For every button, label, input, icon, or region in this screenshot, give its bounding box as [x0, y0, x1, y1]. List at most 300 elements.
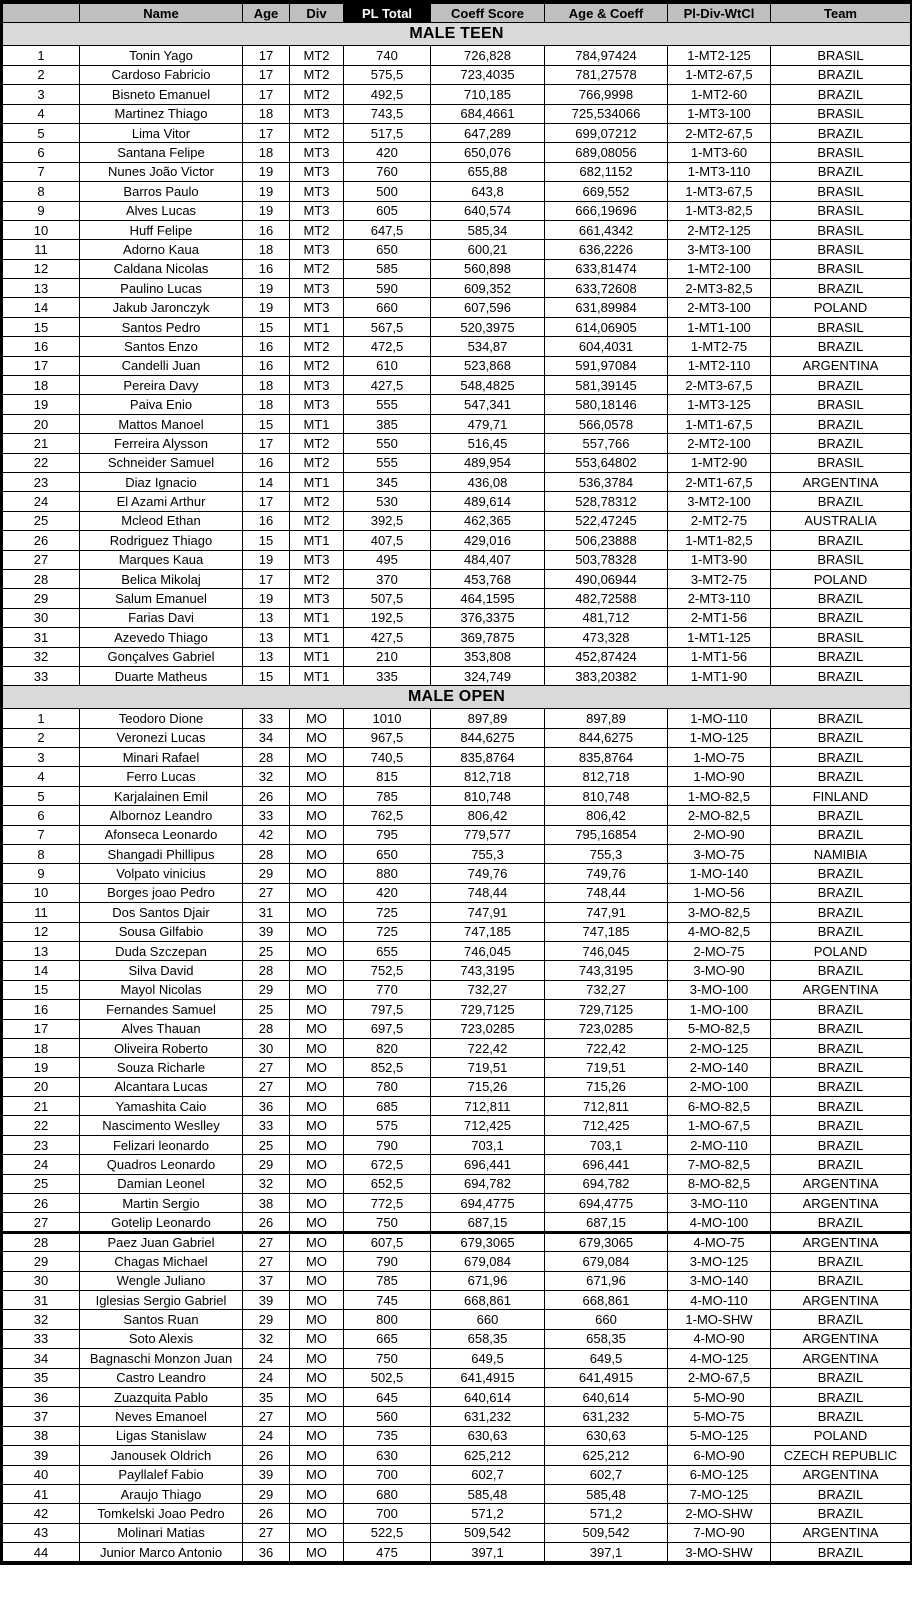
cell-pl-div-wtcl: 7-MO-82,5 [668, 1155, 771, 1174]
table-row[interactable] [3, 65, 911, 84]
cell-coeff-score: 324,749 [431, 666, 545, 685]
column-header-pl-total[interactable]: PL Total [344, 4, 431, 23]
cell-age: 17 [243, 492, 290, 511]
column-header-name[interactable]: Name [80, 4, 243, 23]
cell-age: 17 [243, 569, 290, 588]
cell-rank: 17 [3, 1019, 80, 1038]
cell-team: BRAZIL [771, 1484, 911, 1503]
cell-div: MO [290, 1368, 344, 1387]
cell-age-and-coeff: 581,39145 [545, 376, 668, 395]
cell-coeff-score: 779,577 [431, 825, 545, 844]
cell-pl-div-wtcl: 1-MT2-67,5 [668, 65, 771, 84]
cell-age: 16 [243, 453, 290, 472]
cell-team: BRAZIL [771, 123, 911, 142]
cell-rank: 12 [3, 259, 80, 278]
table-row[interactable] [3, 1000, 911, 1019]
cell-rank: 29 [3, 589, 80, 608]
table-row[interactable] [3, 550, 911, 569]
cell-pl-total: 750 [344, 1213, 431, 1232]
cell-pl-div-wtcl: 1-MT1-56 [668, 647, 771, 666]
cell-pl-total: 700 [344, 1465, 431, 1484]
table-row[interactable] [3, 1543, 911, 1562]
cell-pl-total: 740,5 [344, 748, 431, 767]
table-row[interactable] [3, 1291, 911, 1310]
table-row[interactable] [3, 511, 911, 530]
cell-name: Bagnaschi Monzon Juan [80, 1349, 243, 1368]
cell-name: Iglesias Sergio Gabriel [80, 1291, 243, 1310]
column-header-coeff-score[interactable]: Coeff Score [431, 4, 545, 23]
cell-div: MT3 [290, 550, 344, 569]
cell-team: BRASIL [771, 259, 911, 278]
cell-div: MT2 [290, 85, 344, 104]
cell-age: 27 [243, 1252, 290, 1271]
cell-name: Tonin Yago [80, 46, 243, 65]
cell-rank: 11 [3, 240, 80, 259]
cell-age: 25 [243, 941, 290, 960]
cell-team: BRAZIL [771, 162, 911, 181]
cell-pl-div-wtcl: 1-MT2-90 [668, 453, 771, 472]
cell-pl-div-wtcl: 4-MO-125 [668, 1349, 771, 1368]
cell-div: MO [290, 1174, 344, 1193]
table-row[interactable] [3, 259, 911, 278]
cell-name: Teodoro Dione [80, 709, 243, 728]
cell-div: MT1 [290, 628, 344, 647]
table-row[interactable] [3, 709, 911, 728]
column-header-age[interactable]: Age [243, 4, 290, 23]
cell-div: MT1 [290, 472, 344, 491]
cell-pl-total: 555 [344, 395, 431, 414]
table-row[interactable] [3, 123, 911, 142]
cell-age-and-coeff: 452,87424 [545, 647, 668, 666]
cell-pl-div-wtcl: 3-MT2-100 [668, 492, 771, 511]
cell-pl-div-wtcl: 6-MO-82,5 [668, 1097, 771, 1116]
cell-coeff-score: 397,1 [431, 1543, 545, 1562]
table-row[interactable] [3, 414, 911, 433]
cell-age: 15 [243, 414, 290, 433]
cell-name: Salum Emanuel [80, 589, 243, 608]
cell-age-and-coeff: 509,542 [545, 1523, 668, 1542]
table-row[interactable] [3, 1523, 911, 1542]
table-row[interactable] [3, 279, 911, 298]
cell-team: BRAZIL [771, 85, 911, 104]
cell-age: 31 [243, 903, 290, 922]
cell-age: 24 [243, 1426, 290, 1445]
cell-age-and-coeff: 591,97084 [545, 356, 668, 375]
table-header [3, 4, 911, 23]
table-row[interactable] [3, 1329, 911, 1348]
cell-div: MT3 [290, 143, 344, 162]
table-row[interactable] [3, 85, 911, 104]
cell-team: BRASIL [771, 46, 911, 65]
cell-div: MT2 [290, 356, 344, 375]
cell-pl-div-wtcl: 5-MO-90 [668, 1387, 771, 1406]
cell-pl-total: 852,5 [344, 1058, 431, 1077]
cell-team: ARGENTINA [771, 1174, 911, 1193]
cell-coeff-score: 625,212 [431, 1446, 545, 1465]
cell-div: MT3 [290, 162, 344, 181]
cell-age: 18 [243, 395, 290, 414]
table-row[interactable] [3, 1484, 911, 1503]
cell-age: 39 [243, 1291, 290, 1310]
cell-pl-div-wtcl: 2-MT2-100 [668, 434, 771, 453]
cell-age: 24 [243, 1349, 290, 1368]
table-row[interactable] [3, 376, 911, 395]
cell-name: Martinez Thiago [80, 104, 243, 123]
cell-pl-total: 610 [344, 356, 431, 375]
cell-name: Nunes João Victor [80, 162, 243, 181]
table-row[interactable] [3, 1446, 911, 1465]
cell-age-and-coeff: 490,06944 [545, 569, 668, 588]
table-row[interactable] [3, 903, 911, 922]
cell-team: BRAZIL [771, 709, 911, 728]
cell-rank: 7 [3, 162, 80, 181]
cell-age-and-coeff: 671,96 [545, 1271, 668, 1290]
cell-rank: 9 [3, 864, 80, 883]
cell-div: MO [290, 1116, 344, 1135]
cell-div: MO [290, 806, 344, 825]
cell-coeff-score: 668,861 [431, 1291, 545, 1310]
cell-age-and-coeff: 712,811 [545, 1097, 668, 1116]
cell-coeff-score: 694,4775 [431, 1194, 545, 1213]
cell-pl-div-wtcl: 4-MO-90 [668, 1329, 771, 1348]
cell-div: MT2 [290, 337, 344, 356]
cell-name: Chagas Michael [80, 1252, 243, 1271]
cell-age-and-coeff: 666,19696 [545, 201, 668, 220]
cell-pl-div-wtcl: 1-MT2-125 [668, 46, 771, 65]
table-row[interactable] [3, 1310, 911, 1329]
table-row[interactable] [3, 220, 911, 239]
cell-age: 38 [243, 1194, 290, 1213]
cell-coeff-score: 353,808 [431, 647, 545, 666]
cell-rank: 20 [3, 414, 80, 433]
table-row[interactable] [3, 806, 911, 825]
table-row[interactable] [3, 1038, 911, 1057]
cell-name: Paiva Enio [80, 395, 243, 414]
cell-pl-total: 392,5 [344, 511, 431, 530]
cell-team: BRAZIL [771, 1097, 911, 1116]
cell-pl-total: 420 [344, 143, 431, 162]
cell-pl-total: 560 [344, 1407, 431, 1426]
cell-team: BRAZIL [771, 748, 911, 767]
cell-pl-div-wtcl: 3-MO-140 [668, 1271, 771, 1290]
cell-name: Mattos Manoel [80, 414, 243, 433]
table-row[interactable] [3, 1077, 911, 1096]
cell-div: MO [290, 1465, 344, 1484]
cell-age: 30 [243, 1038, 290, 1057]
table-row[interactable] [3, 628, 911, 647]
table-row[interactable] [3, 1349, 911, 1368]
cell-pl-total: 630 [344, 1446, 431, 1465]
cell-age: 36 [243, 1097, 290, 1116]
cell-age-and-coeff: 747,185 [545, 922, 668, 941]
cell-name: Rodriguez Thiago [80, 531, 243, 550]
cell-coeff-score: 585,34 [431, 220, 545, 239]
cell-pl-div-wtcl: 1-MT3-110 [668, 162, 771, 181]
cell-age-and-coeff: 723,0285 [545, 1019, 668, 1038]
cell-age-and-coeff: 729,7125 [545, 1000, 668, 1019]
cell-age: 18 [243, 143, 290, 162]
cell-rank: 24 [3, 1155, 80, 1174]
cell-pl-total: 530 [344, 492, 431, 511]
cell-name: Felizari leonardo [80, 1135, 243, 1154]
table-row[interactable] [3, 589, 911, 608]
table-row[interactable] [3, 492, 911, 511]
cell-coeff-score: 489,954 [431, 453, 545, 472]
cell-age-and-coeff: 669,552 [545, 182, 668, 201]
cell-age: 19 [243, 182, 290, 201]
table-row[interactable] [3, 666, 911, 685]
cell-rank: 1 [3, 709, 80, 728]
cell-pl-total: 427,5 [344, 628, 431, 647]
cell-pl-total: 550 [344, 434, 431, 453]
table-row[interactable] [3, 1271, 911, 1290]
column-header-team[interactable]: Team [771, 4, 911, 23]
table-row[interactable] [3, 1407, 911, 1426]
cell-name: Ferreira Alysson [80, 434, 243, 453]
cell-team: BRAZIL [771, 647, 911, 666]
cell-rank: 25 [3, 511, 80, 530]
table-row[interactable] [3, 337, 911, 356]
table-row[interactable] [3, 356, 911, 375]
cell-pl-total: 407,5 [344, 531, 431, 550]
cell-pl-div-wtcl: 2-MT1-56 [668, 608, 771, 627]
table-row[interactable] [3, 1426, 911, 1445]
table-row[interactable] [3, 647, 911, 666]
cell-div: MT2 [290, 434, 344, 453]
cell-rank: 14 [3, 961, 80, 980]
cell-age-and-coeff: 566,0578 [545, 414, 668, 433]
table-row[interactable] [3, 825, 911, 844]
cell-coeff-score: 509,542 [431, 1523, 545, 1542]
cell-team: POLAND [771, 569, 911, 588]
table-row[interactable] [3, 961, 911, 980]
table-row[interactable] [3, 1019, 911, 1038]
cell-rank: 38 [3, 1426, 80, 1445]
cell-team: BRAZIL [771, 666, 911, 685]
table-row[interactable] [3, 531, 911, 550]
cell-pl-total: 660 [344, 298, 431, 317]
cell-team: BRAZIL [771, 883, 911, 902]
cell-name: Araujo Thiago [80, 1484, 243, 1503]
cell-name: Payllalef Fabio [80, 1465, 243, 1484]
column-header-rank[interactable] [3, 4, 80, 23]
cell-age-and-coeff: 781,27578 [545, 65, 668, 84]
cell-name: Neves Emanoel [80, 1407, 243, 1426]
cell-age: 14 [243, 472, 290, 491]
table-row[interactable] [3, 317, 911, 336]
table-row[interactable] [3, 980, 911, 999]
cell-age: 15 [243, 531, 290, 550]
cell-team: BRASIL [771, 201, 911, 220]
table-row[interactable] [3, 786, 911, 805]
cell-age: 17 [243, 65, 290, 84]
cell-div: MO [290, 1077, 344, 1096]
cell-age: 27 [243, 1058, 290, 1077]
table-row[interactable] [3, 941, 911, 960]
cell-pl-div-wtcl: 1-MT3-100 [668, 104, 771, 123]
cell-coeff-score: 655,88 [431, 162, 545, 181]
cell-name: Minari Rafael [80, 748, 243, 767]
table-row[interactable] [3, 728, 911, 747]
cell-age: 27 [243, 1077, 290, 1096]
cell-div: MO [290, 1387, 344, 1406]
cell-rank: 18 [3, 1038, 80, 1057]
cell-age-and-coeff: 602,7 [545, 1465, 668, 1484]
table-row[interactable] [3, 1194, 911, 1213]
cell-pl-total: 800 [344, 1310, 431, 1329]
cell-rank: 15 [3, 317, 80, 336]
cell-name: Alves Lucas [80, 201, 243, 220]
table-row[interactable] [3, 1504, 911, 1523]
table-row[interactable] [3, 1368, 911, 1387]
cell-pl-total: 740 [344, 46, 431, 65]
cell-rank: 25 [3, 1174, 80, 1193]
cell-age-and-coeff: 614,06905 [545, 317, 668, 336]
cell-pl-div-wtcl: 1-MO-SHW [668, 1310, 771, 1329]
cell-age-and-coeff: 553,64802 [545, 453, 668, 472]
cell-rank: 2 [3, 728, 80, 747]
cell-coeff-score: 523,868 [431, 356, 545, 375]
cell-team: BRAZIL [771, 1407, 911, 1426]
table-row[interactable] [3, 1155, 911, 1174]
cell-pl-div-wtcl: 5-MO-125 [668, 1426, 771, 1445]
table-row[interactable] [3, 1465, 911, 1484]
table-row[interactable] [3, 395, 911, 414]
cell-rank: 22 [3, 453, 80, 472]
table-row[interactable] [3, 201, 911, 220]
table-row[interactable] [3, 864, 911, 883]
table-row[interactable] [3, 1213, 911, 1232]
cell-age: 17 [243, 85, 290, 104]
cell-pl-total: 752,5 [344, 961, 431, 980]
table-row[interactable] [3, 240, 911, 259]
table-row[interactable] [3, 1097, 911, 1116]
cell-age: 32 [243, 1174, 290, 1193]
table-row[interactable] [3, 569, 911, 588]
table-row[interactable] [3, 1135, 911, 1154]
cell-pl-total: 567,5 [344, 317, 431, 336]
cell-rank: 34 [3, 1349, 80, 1368]
table-row[interactable] [3, 104, 911, 123]
table-row[interactable] [3, 845, 911, 864]
cell-name: Alves Thauan [80, 1019, 243, 1038]
cell-name: Barros Paulo [80, 182, 243, 201]
section-header-row [3, 686, 911, 709]
cell-rank: 40 [3, 1465, 80, 1484]
table-row[interactable] [3, 298, 911, 317]
cell-age-and-coeff: 747,91 [545, 903, 668, 922]
cell-pl-total: 385 [344, 414, 431, 433]
cell-pl-total: 370 [344, 569, 431, 588]
cell-age-and-coeff: 397,1 [545, 1543, 668, 1562]
table-row[interactable] [3, 472, 911, 491]
cell-div: MO [290, 1543, 344, 1562]
cell-age-and-coeff: 640,614 [545, 1387, 668, 1406]
cell-age: 19 [243, 550, 290, 569]
cell-age: 42 [243, 825, 290, 844]
cell-name: Ligas Stanislaw [80, 1426, 243, 1445]
cell-name: Duarte Matheus [80, 666, 243, 685]
cell-div: MO [290, 1135, 344, 1154]
table-row[interactable] [3, 1232, 911, 1251]
cell-pl-total: 555 [344, 453, 431, 472]
cell-pl-div-wtcl: 1-MT2-75 [668, 337, 771, 356]
cell-coeff-score: 835,8764 [431, 748, 545, 767]
cell-rank: 35 [3, 1368, 80, 1387]
cell-team: BRAZIL [771, 376, 911, 395]
cell-age: 26 [243, 786, 290, 805]
table-row[interactable] [3, 767, 911, 786]
cell-team: BRASIL [771, 104, 911, 123]
table-row[interactable] [3, 922, 911, 941]
cell-rank: 30 [3, 608, 80, 627]
table-row[interactable] [3, 1387, 911, 1406]
table-row[interactable] [3, 1058, 911, 1077]
cell-rank: 3 [3, 85, 80, 104]
table-row[interactable] [3, 748, 911, 767]
column-header-pl-div-wtcl[interactable]: Pl-Div-WtCl [668, 4, 771, 23]
table-row[interactable] [3, 1252, 911, 1271]
column-header-age-and-coeff[interactable]: Age & Coeff [545, 4, 668, 23]
table-row[interactable] [3, 46, 911, 65]
table-row[interactable] [3, 608, 911, 627]
cell-pl-div-wtcl: 2-MO-75 [668, 941, 771, 960]
cell-pl-div-wtcl: 2-MO-125 [668, 1038, 771, 1057]
cell-pl-total: 210 [344, 647, 431, 666]
table-row[interactable] [3, 1116, 911, 1135]
cell-coeff-score: 547,341 [431, 395, 545, 414]
cell-name: Janousek Oldrich [80, 1446, 243, 1465]
table-row[interactable] [3, 143, 911, 162]
cell-age: 19 [243, 201, 290, 220]
cell-age-and-coeff: 571,2 [545, 1504, 668, 1523]
cell-rank: 44 [3, 1543, 80, 1562]
cell-age: 34 [243, 728, 290, 747]
table-row[interactable] [3, 162, 911, 181]
cell-team: BRAZIL [771, 531, 911, 550]
table-row[interactable] [3, 883, 911, 902]
cell-age-and-coeff: 682,1152 [545, 162, 668, 181]
table-row[interactable] [3, 453, 911, 472]
table-row[interactable] [3, 434, 911, 453]
column-header-div[interactable]: Div [290, 4, 344, 23]
cell-name: Quadros Leonardo [80, 1155, 243, 1174]
cell-name: Oliveira Roberto [80, 1038, 243, 1057]
table-row[interactable] [3, 182, 911, 201]
cell-team: ARGENTINA [771, 1349, 911, 1368]
cell-coeff-score: 462,365 [431, 511, 545, 530]
cell-coeff-score: 571,2 [431, 1504, 545, 1523]
cell-age: 32 [243, 1329, 290, 1348]
cell-div: MT3 [290, 240, 344, 259]
cell-coeff-score: 649,5 [431, 1349, 545, 1368]
cell-age-and-coeff: 604,4031 [545, 337, 668, 356]
cell-pl-total: 772,5 [344, 1194, 431, 1213]
cell-rank: 28 [3, 569, 80, 588]
cell-pl-total: 743,5 [344, 104, 431, 123]
cell-div: MO [290, 1310, 344, 1329]
cell-age: 27 [243, 1232, 290, 1251]
cell-rank: 19 [3, 395, 80, 414]
cell-age-and-coeff: 473,328 [545, 628, 668, 647]
cell-pl-total: 797,5 [344, 1000, 431, 1019]
cell-div: MO [290, 767, 344, 786]
table-row[interactable] [3, 1174, 911, 1193]
cell-age-and-coeff: 585,48 [545, 1484, 668, 1503]
cell-pl-total: 650 [344, 240, 431, 259]
cell-pl-total: 672,5 [344, 1155, 431, 1174]
cell-team: BRAZIL [771, 864, 911, 883]
